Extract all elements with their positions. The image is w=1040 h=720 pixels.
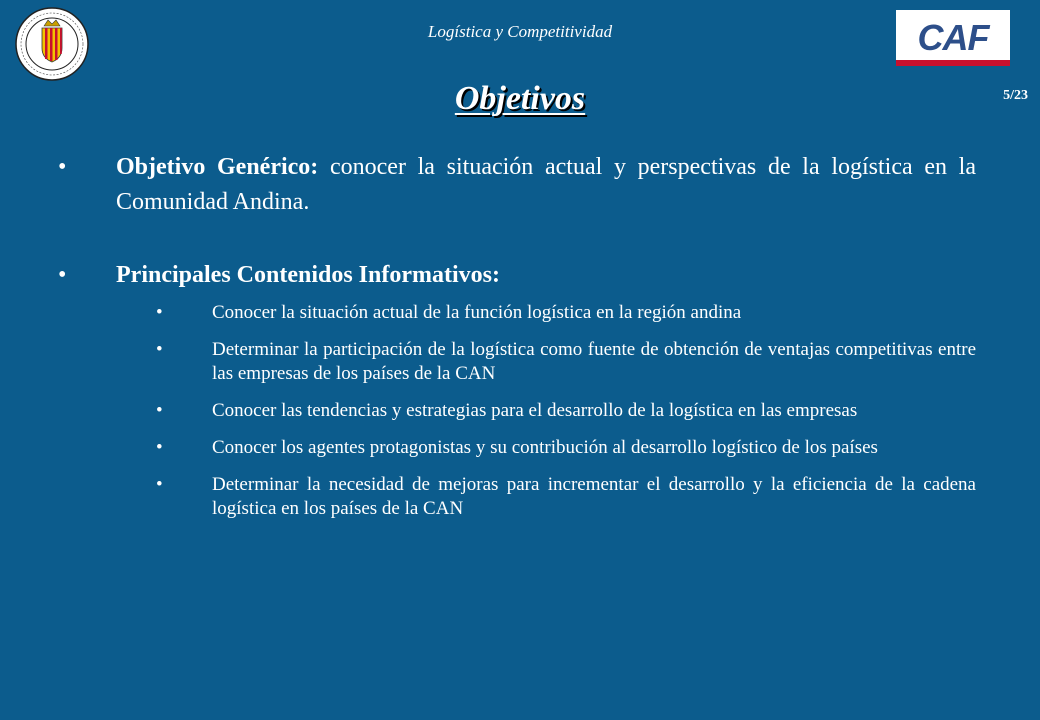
bullet-dot: • <box>156 437 163 458</box>
sub-bullet-text: Conocer la situación actual de la función logística en la región andina <box>212 302 742 323</box>
bullet-dot: • <box>156 339 163 360</box>
bullet-dot: • <box>58 262 67 288</box>
bullet-heading: Principales Contenidos Informativos: <box>116 262 500 288</box>
sub-bullet-item <box>58 399 976 423</box>
sub-bullet-item <box>58 338 976 386</box>
bullet-dot: • <box>156 474 163 495</box>
caf-logo <box>896 10 1010 66</box>
slide-content <box>58 150 976 534</box>
bullet-dot: • <box>156 400 163 421</box>
bullet-text: conocer la situación actual y perspectivas de la logística en la Comunidad Andina. <box>116 154 976 215</box>
sub-bullet-text: Determinar la participación de la logística como fuente de obtención de ventajas competitivas entre las empresas de los países de la CAN <box>212 339 976 384</box>
sub-bullet-text: Conocer los agentes protagonistas y su contribución al desarrollo logístico de los países <box>212 437 878 458</box>
sub-bullet-item <box>58 301 976 325</box>
bullet-dot: • <box>156 302 163 323</box>
page-number: 5/23 <box>1003 88 1028 103</box>
slide-title: Objetivos <box>454 80 586 117</box>
sub-bullet-item <box>58 436 976 460</box>
bullet-heading: Objetivo Genérico: <box>116 154 319 180</box>
sub-bullet-list <box>58 301 976 521</box>
bullet-dot: • <box>58 154 67 180</box>
caf-logo-text: CAF <box>917 17 989 58</box>
sub-bullet-text: Conocer las tendencias y estrategias para el desarrollo de la logística en las empresas <box>212 400 858 421</box>
sub-bullet-item <box>58 473 976 521</box>
sub-bullet-text: Determinar la necesidad de mejoras para incrementar el desarrollo y la eficiencia de la cadena logística en los países de la CAN <box>212 474 976 519</box>
bullet-objetivo-generico <box>58 150 976 220</box>
header-title: Logística y Competitividad <box>427 22 613 41</box>
bullet-principales-contenidos <box>58 258 976 293</box>
university-seal-logo <box>14 6 90 82</box>
